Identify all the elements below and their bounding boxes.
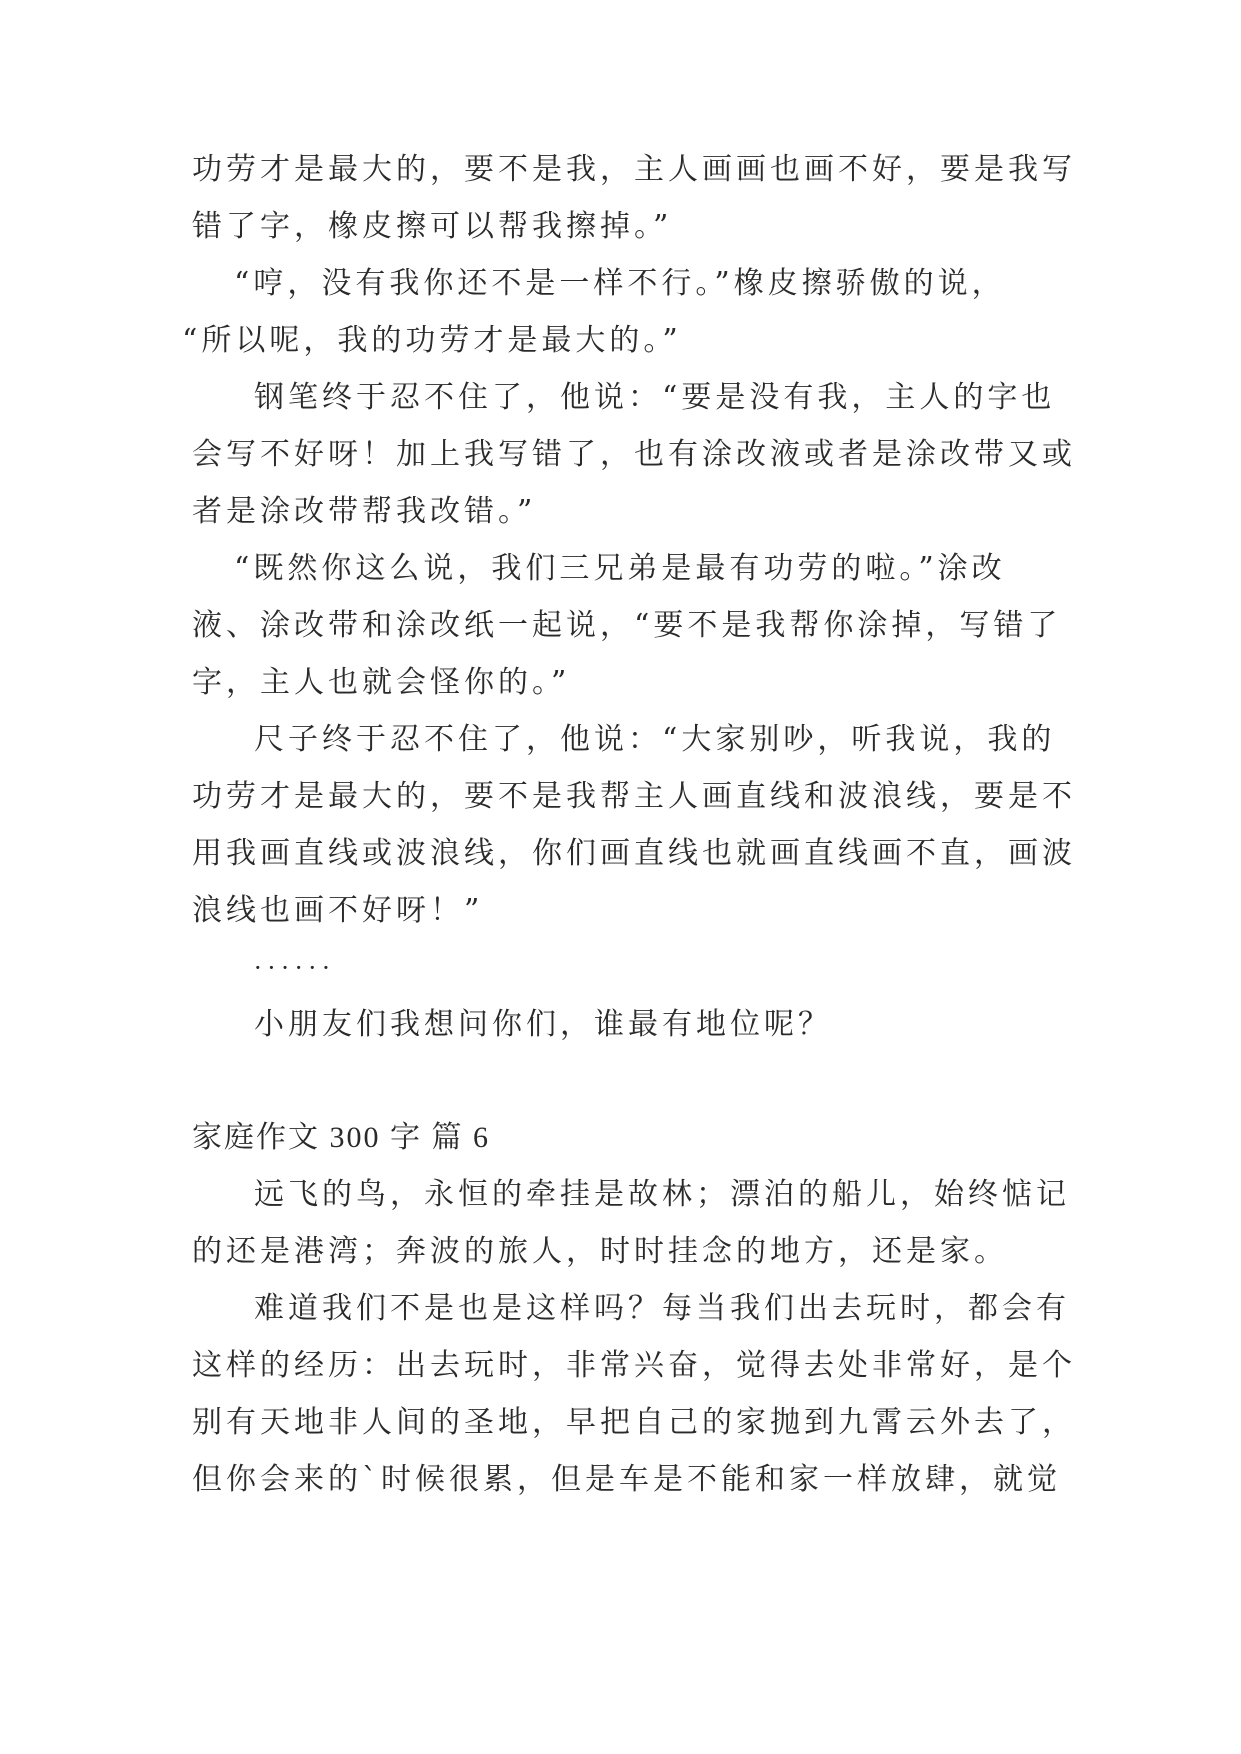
section-heading: 家庭作文 300 字 篇 6 (192, 1121, 490, 1154)
text-line: 远飞的鸟，永恒的牵挂是故林；漂泊的船儿，始终惦记 (254, 1177, 1070, 1212)
text-line: 功劳才是最大的，要不是我，主人画画也画不好，要是我写 (192, 152, 1076, 187)
text-line: 别有天地非人间的圣地，早把自己的家抛到九霄云外去了， (192, 1405, 1076, 1440)
text-line: 的还是港湾；奔波的旅人，时时挂念的地方，还是家。 (192, 1234, 1008, 1269)
text-line: “所以呢，我的功劳才是最大的。” (182, 323, 682, 358)
text-line: 液、涂改带和涂改纸一起说，“要不是我帮你涂掉，写错了 (192, 608, 1062, 643)
text-line: 功劳才是最大的，要不是我帮主人画直线和波浪线，要是不 (192, 779, 1076, 814)
text-line: 会写不好呀！加上我写错了，也有涂改液或者是涂改带又或 (192, 437, 1076, 472)
text-line: 小朋友们我想问你们，谁最有地位呢？ (254, 1007, 832, 1042)
text-line: 尺子终于忍不住了，他说：“大家别吵，听我说，我的 (254, 722, 1056, 757)
ellipsis-line: ······ (254, 954, 336, 982)
text-line: 难道我们不是也是这样吗？每当我们出去玩时，都会有 (254, 1291, 1070, 1326)
text-line: 用我画直线或波浪线，你们画直线也就画直线画不直，画波 (192, 836, 1076, 871)
text-line: “既然你这么说，我们三兄弟是最有功劳的啦。”涂改 (234, 551, 1006, 586)
text-line: 但你会来的`时候很累，但是车是不能和家一样放肆，就觉 (192, 1462, 1061, 1497)
text-line: “哼，没有我你还不是一样不行。”橡皮擦骄傲的说， (234, 266, 1006, 301)
text-line: 错了字，橡皮擦可以帮我擦掉。” (192, 209, 673, 244)
text-line: 钢笔终于忍不住了，他说：“要是没有我，主人的字也 (254, 380, 1056, 415)
text-line: 字，主人也就会怪你的。” (192, 665, 571, 700)
text-line: 者是涂改带帮我改错。” (192, 494, 537, 529)
text-line: 这样的经历：出去玩时，非常兴奋，觉得去处非常好，是个 (192, 1348, 1076, 1383)
text-line: 浪线也画不好呀！” (192, 893, 484, 928)
